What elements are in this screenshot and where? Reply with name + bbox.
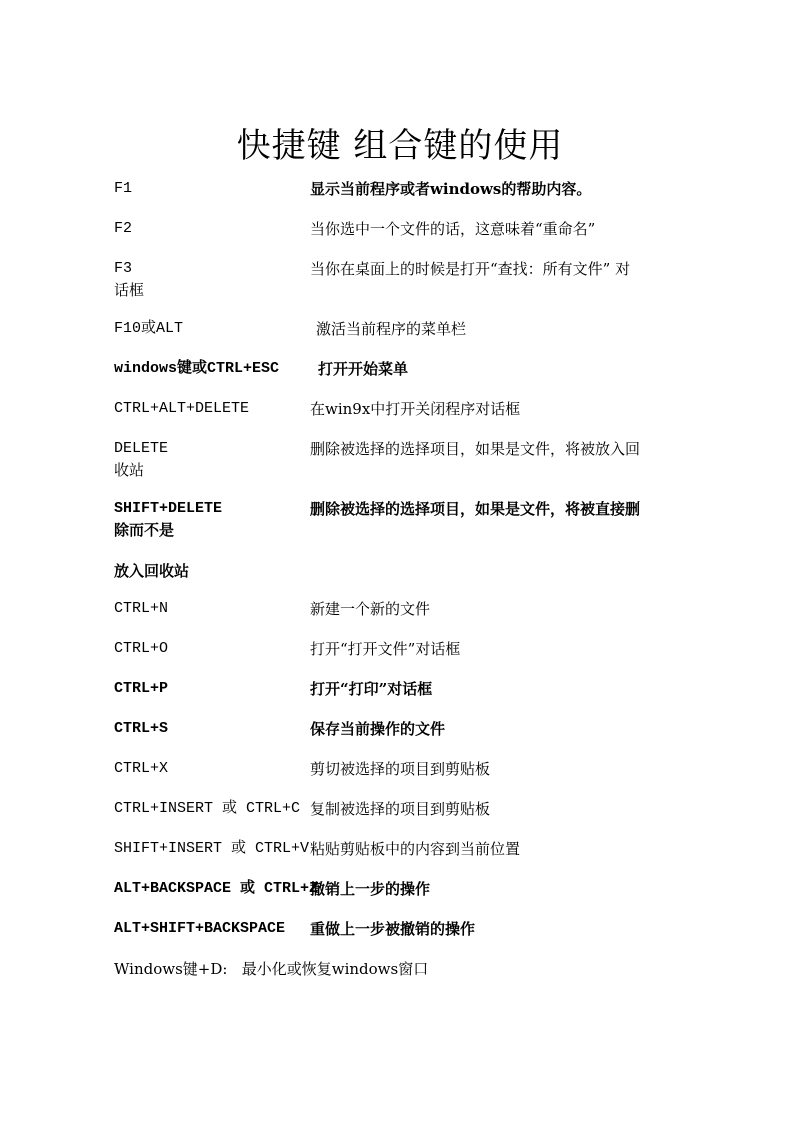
- shortcut-key: CTRL+P: [114, 680, 169, 697]
- shortcut-key: CTRL+INSERT 或 CTRL+C: [114, 800, 301, 817]
- shortcut-desc: 撤销上一步的操作: [310, 880, 431, 898]
- shortcut-key: DELETE: [114, 440, 169, 457]
- shortcut-desc: 复制被选择的项目到剪贴板: [310, 800, 491, 818]
- shortcut-key: SHIFT+DELETE: [114, 500, 223, 517]
- text-line-win-d: [114, 958, 674, 980]
- shortcut-key: CTRL+O: [114, 640, 169, 657]
- shortcut-desc: 打开“打印”对话框: [310, 680, 433, 698]
- shortcut-desc: 当你在桌面上的时候是打开“查找：所有文件” 对: [310, 260, 631, 278]
- shortcut-desc: 激活当前程序的菜单栏: [316, 320, 467, 338]
- shortcut-desc: 当你选中一个文件的话，这意味着“重命名”: [310, 220, 596, 238]
- body-text: 放入回收站: [114, 562, 190, 580]
- shortcut-desc: 在win9x中打开关闭程序对话框: [310, 400, 521, 418]
- shortcut-key: ALT+SHIFT+BACKSPACE: [114, 920, 286, 937]
- shortcut-desc-continuation: 话框: [114, 281, 145, 299]
- shortcut-desc: 删除被选择的选择项目，如果是文件，将被放入回: [310, 440, 641, 458]
- shortcut-key: F10或ALT: [114, 320, 184, 337]
- shortcut-desc: 打开开始菜单: [318, 360, 409, 378]
- page-title: 快捷键 组合键的使用: [236, 126, 564, 166]
- shortcut-desc-continuation: 收站: [114, 461, 145, 479]
- shortcut-desc-continuation: 除而不是: [114, 521, 175, 539]
- shortcut-key: CTRL+N: [114, 600, 169, 617]
- shortcut-desc: 重做上一步被撤销的操作: [310, 920, 476, 938]
- shortcut-desc: 粘贴剪贴板中的内容到当前位置: [310, 840, 521, 858]
- shortcut-key: SHIFT+INSERT 或 CTRL+V: [114, 840, 310, 857]
- shortcut-key: CTRL+X: [114, 760, 169, 777]
- shortcut-desc: 新建一个新的文件: [310, 600, 431, 618]
- shortcut-key: F3: [114, 260, 133, 277]
- shortcut-key: F1: [114, 180, 133, 197]
- shortcut-key: windows键或CTRL+ESC: [114, 360, 280, 377]
- body-text: Windows键+D: 最小化或恢复windows窗口: [114, 960, 429, 978]
- shortcut-desc: 保存当前操作的文件: [310, 720, 446, 738]
- text-line-recycle: [114, 560, 674, 582]
- shortcut-key: ALT+BACKSPACE 或 CTRL+Z: [114, 880, 319, 897]
- shortcut-desc: 打开“打开文件”对话框: [310, 640, 461, 658]
- shortcut-desc: 剪切被选择的项目到剪贴板: [310, 760, 491, 778]
- shortcut-desc: 显示当前程序或者windows的帮助内容。: [310, 180, 592, 198]
- shortcut-desc: 删除被选择的选择项目，如果是文件，将被直接删: [310, 500, 641, 518]
- shortcut-key: F2: [114, 220, 133, 237]
- shortcut-key: CTRL+S: [114, 720, 169, 737]
- shortcut-key: CTRL+ALT+DELETE: [114, 400, 250, 417]
